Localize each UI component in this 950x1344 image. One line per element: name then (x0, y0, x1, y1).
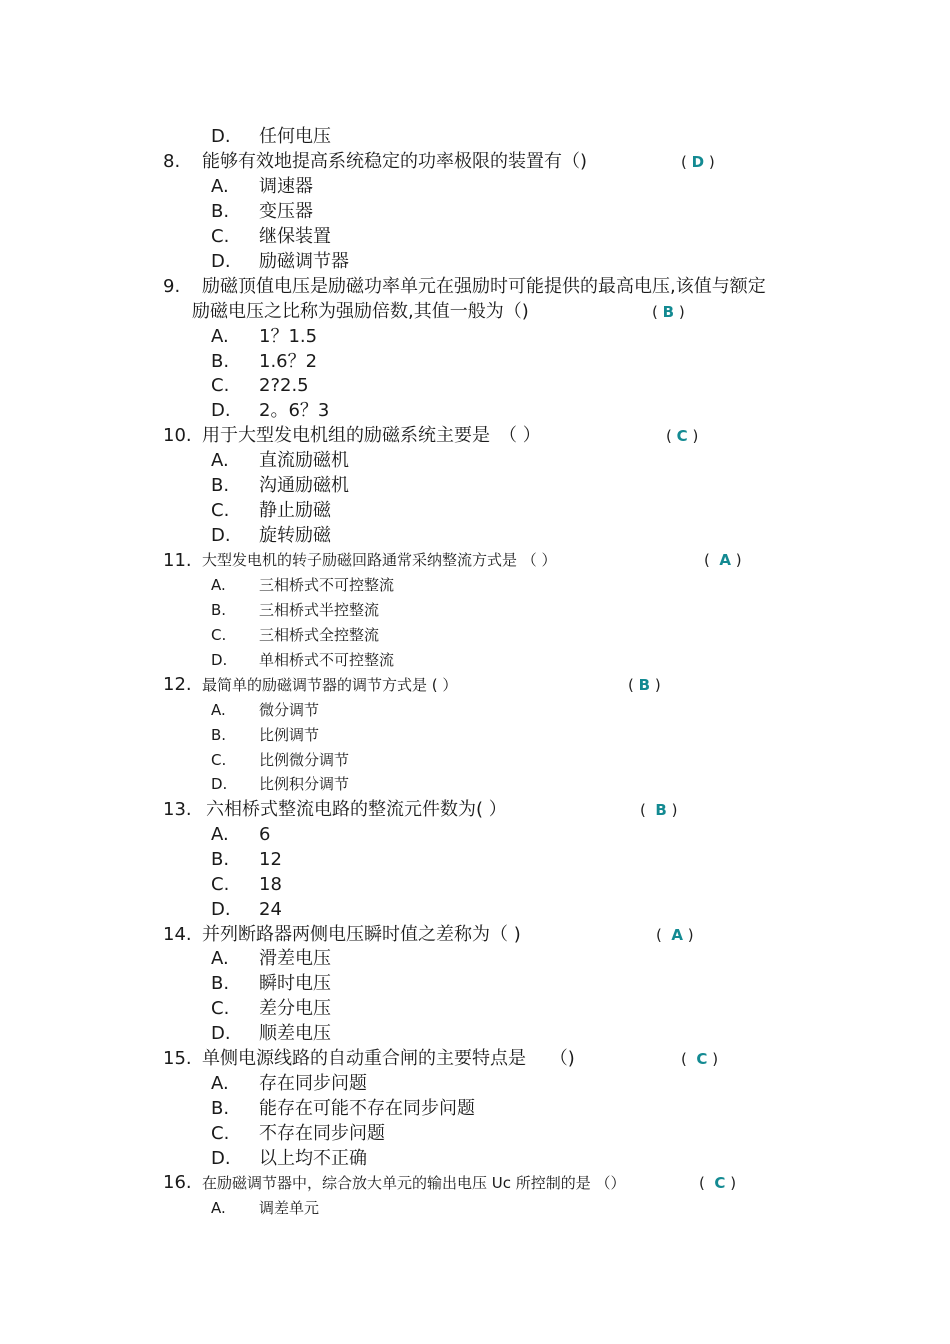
question-text: 最简单的励磁调节器的调节方式是 ( ） (202, 676, 458, 694)
question-number: 9. (163, 276, 181, 297)
option-letter: A. (211, 824, 229, 845)
option-letter: B. (211, 973, 230, 994)
question-text: 并列断路器两侧电压瞬时值之差称为（ ) (202, 924, 521, 945)
option-text: 以上均不正确 (259, 1148, 367, 1169)
answer-marker: ( C ) (681, 1050, 719, 1068)
option-text: 调差单元 (259, 1199, 320, 1217)
option-letter: B. (211, 351, 230, 372)
option-letter: A. (211, 1199, 226, 1217)
option-letter: D. (211, 651, 228, 669)
question-text-continued: 励磁电压之比称为强励倍数,其值一般为（) (192, 301, 529, 322)
option-text: 24 (259, 899, 282, 920)
answer-marker: ( D ) (681, 153, 715, 171)
option-text: 三相桥式不可控整流 (259, 576, 395, 594)
question-text: 单侧电源线路的自动重合闸的主要特点是 （) (202, 1048, 575, 1069)
option-letter: B. (211, 1098, 230, 1119)
option-letter: C. (211, 998, 230, 1019)
option-text: 比例积分调节 (259, 775, 350, 793)
option-text: 直流励磁机 (259, 450, 349, 471)
question-number: 14. (163, 924, 192, 945)
option-letter: B. (211, 475, 230, 496)
answer-letter: B (638, 676, 651, 694)
answer-letter: B (655, 801, 667, 819)
option-text: 顺差电压 (259, 1023, 331, 1044)
answer-marker: ( B ) (640, 801, 678, 819)
option-text: 滑差电压 (259, 948, 331, 969)
option-text: 任何电压 (259, 126, 331, 147)
option-letter: C. (211, 1123, 230, 1144)
option-letter: D. (211, 126, 231, 147)
option-letter: A. (211, 576, 226, 594)
option-letter: D. (211, 251, 231, 272)
answer-marker: ( A ) (656, 926, 694, 944)
answer-letter: C (714, 1174, 726, 1192)
option-letter: B. (211, 849, 230, 870)
option-text: 不存在同步问题 (259, 1123, 385, 1144)
answer-letter: B (662, 303, 675, 321)
option-letter: B. (211, 201, 230, 222)
option-text: 沟通励磁机 (259, 475, 349, 496)
option-text: 三相桥式半控整流 (259, 601, 380, 619)
option-text: 调速器 (259, 176, 313, 197)
option-text: 12 (259, 849, 282, 870)
option-text: 差分电压 (259, 998, 331, 1019)
option-letter: A. (211, 701, 226, 719)
option-letter: D. (211, 1148, 231, 1169)
question-number: 10. (163, 425, 192, 446)
answer-letter: C (676, 427, 688, 445)
option-text: 旋转励磁 (259, 525, 331, 546)
option-text: 微分调节 (259, 701, 320, 719)
option-letter: A. (211, 1073, 229, 1094)
option-text: 继保装置 (259, 226, 331, 247)
option-letter: D. (211, 400, 231, 421)
question-number: 15. (163, 1048, 192, 1069)
question-text: 励磁顶值电压是励磁功率单元在强励时可能提供的最高电压,该值与额定 (202, 276, 766, 297)
option-text: 变压器 (259, 201, 313, 222)
option-text: 能存在可能不存在同步问题 (259, 1098, 475, 1119)
option-letter: C. (211, 375, 230, 396)
option-letter: D. (211, 775, 228, 793)
answer-marker: ( C ) (699, 1174, 737, 1192)
option-letter: C. (211, 751, 227, 769)
option-text: 瞬时电压 (259, 973, 331, 994)
answer-letter: A (719, 551, 732, 569)
option-text: 三相桥式全控整流 (259, 626, 380, 644)
answer-letter: C (696, 1050, 708, 1068)
option-letter: B. (211, 726, 227, 744)
option-text: 存在同步问题 (259, 1073, 367, 1094)
option-text: 比例微分调节 (259, 751, 350, 769)
option-letter: A. (211, 176, 229, 197)
question-text: 能够有效地提高系统稳定的功率极限的装置有（) (202, 151, 588, 172)
option-text: 励磁调节器 (259, 251, 349, 272)
answer-letter: D (691, 153, 705, 171)
option-letter: B. (211, 601, 227, 619)
question-text: 在励磁调节器中，综合放大单元的输出电压 Uc 所控制的是 （） (202, 1174, 626, 1192)
option-text: 静止励磁 (259, 500, 331, 521)
answer-marker: ( A ) (704, 551, 742, 569)
option-text: 6 (259, 824, 271, 845)
option-text: 18 (259, 874, 282, 895)
option-letter: A. (211, 948, 229, 969)
option-text: 比例调节 (259, 726, 320, 744)
option-text: 2。6？3 (259, 400, 330, 421)
option-letter: A. (211, 450, 229, 471)
option-letter: D. (211, 1023, 231, 1044)
option-letter: D. (211, 525, 231, 546)
option-text: 单相桥式不可控整流 (259, 651, 395, 669)
question-number: 16. (163, 1172, 192, 1193)
answer-marker: ( B ) (652, 303, 685, 321)
question-number: 11. (163, 550, 192, 571)
option-letter: A. (211, 326, 229, 347)
question-number: 8. (163, 151, 181, 172)
question-text: 六相桥式整流电路的整流元件数为( ） (206, 799, 507, 820)
option-text: 1.6？2 (259, 351, 318, 372)
question-number: 12. (163, 674, 192, 695)
option-letter: D. (211, 899, 231, 920)
answer-letter: A (671, 926, 684, 944)
question-number: 13. (163, 799, 192, 820)
answer-marker: ( C ) (666, 427, 699, 445)
option-letter: C. (211, 874, 230, 895)
answer-marker: ( B ) (628, 676, 661, 694)
question-text: 大型发电机的转子励磁回路通常采纳整流方式是 （ ） (202, 551, 557, 569)
option-text: 1？1.5 (259, 326, 318, 347)
option-letter: C. (211, 226, 230, 247)
option-letter: C. (211, 500, 230, 521)
option-text: 2?2.5 (259, 375, 309, 396)
question-text: 用于大型发电机组的励磁系统主要是 （ ） (202, 425, 541, 446)
option-letter: C. (211, 626, 227, 644)
